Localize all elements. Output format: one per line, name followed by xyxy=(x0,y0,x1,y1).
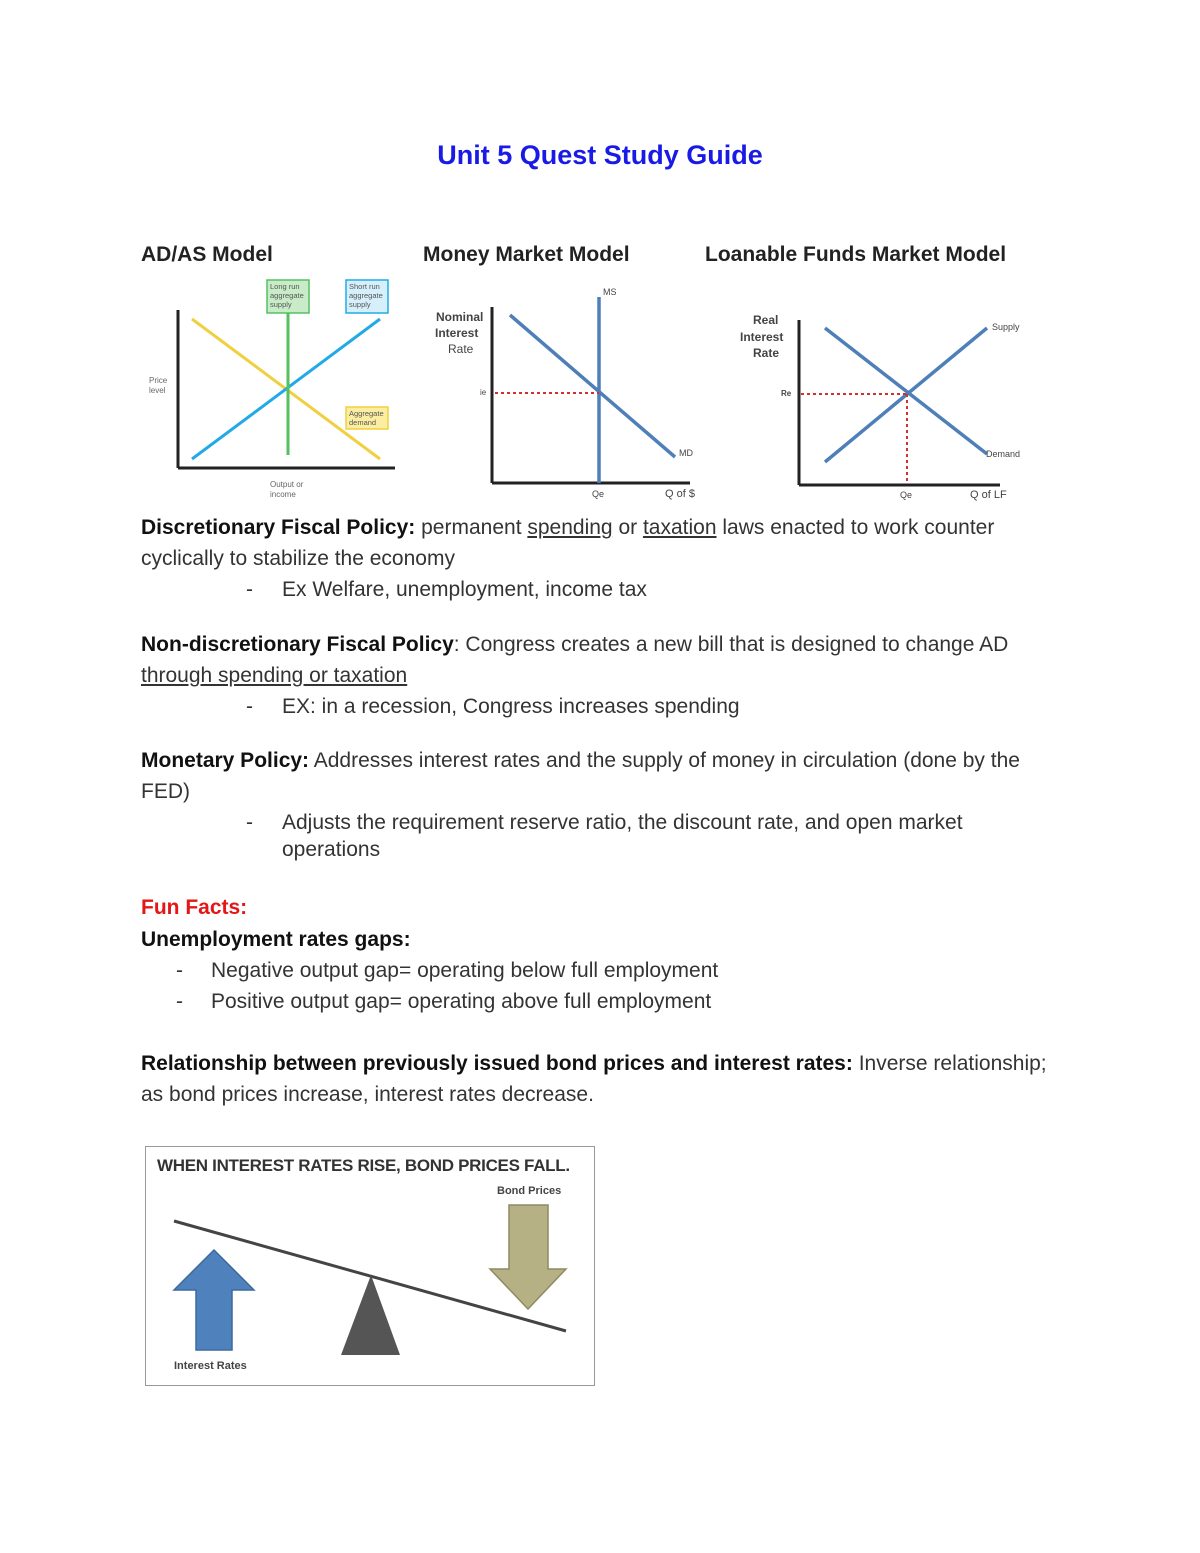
mm-ylabel-line-3: Rate xyxy=(448,342,474,356)
sras-label-line-1: Short run xyxy=(349,282,380,291)
discretionary-spending-underlined: spending xyxy=(527,516,613,539)
discretionary-taxation-underlined: taxation xyxy=(642,516,717,539)
md-curve xyxy=(510,315,675,457)
monetary-bullet-line-1: Adjusts the requirement reserve ratio, the discount rate, and open market xyxy=(282,811,963,834)
adas-ylabel-line-2: level xyxy=(149,386,166,395)
discretionary-text-2: or xyxy=(612,516,643,539)
lras-label-line-2: aggregate xyxy=(270,291,304,300)
adas-diagram xyxy=(140,275,405,505)
sras-label-line-3: supply xyxy=(349,300,371,309)
md-label: MD xyxy=(679,448,693,458)
fun-facts-heading: Fun Facts: xyxy=(141,896,248,919)
page-title: Unit 5 Quest Study Guide xyxy=(437,140,763,170)
ad-label-line-1: Aggregate xyxy=(349,409,384,418)
nondiscretionary-text-1: : Congress creates a new bill that is designed to change AD xyxy=(453,633,1009,656)
adas-heading: AD/AS Model xyxy=(141,243,273,266)
supply-label: Supply xyxy=(992,322,1020,332)
fulcrum-triangle xyxy=(341,1275,400,1355)
lras-label-box xyxy=(267,280,309,313)
bond-seesaw-illustration xyxy=(145,1146,595,1386)
bond-prices-label: Bond Prices xyxy=(497,1185,562,1197)
mm-ylabel-line-2: Interest xyxy=(435,326,479,340)
monetary-bullet-line-2: operations xyxy=(282,838,381,861)
discretionary-text-1: permanent xyxy=(415,516,528,539)
monetary-term: Monetary Policy: xyxy=(141,749,310,772)
up-arrow-icon xyxy=(174,1250,254,1350)
adas-xlabel-line-2: income xyxy=(270,490,296,499)
negative-gap-bullet: Negative output gap= operating below full employment xyxy=(211,959,719,982)
ie-label: ie xyxy=(480,388,487,397)
monetary-paragraph xyxy=(141,745,1071,807)
bonds-paragraph xyxy=(141,1048,1071,1110)
ad-label-box xyxy=(346,407,388,429)
nondiscretionary-bullet-dash: - xyxy=(246,695,253,718)
discretionary-bullet: Ex Welfare, unemployment, income tax xyxy=(282,578,647,601)
demand-label: Demand xyxy=(986,449,1021,459)
nondiscretionary-underlined: through spending or taxation xyxy=(141,664,408,687)
lf-qe-label: Qe xyxy=(900,490,913,500)
interest-rates-label: Interest Rates xyxy=(174,1360,247,1372)
bonds-term: Relationship between previously issued bond prices and interest rates: xyxy=(141,1052,853,1075)
ad-label-line-2: demand xyxy=(349,418,377,427)
lras-label-line-3: supply xyxy=(270,300,292,309)
lf-ylabel-line-1: Real xyxy=(753,313,779,327)
adas-ylabel-line-1: Price xyxy=(149,376,168,385)
unemployment-gaps-heading: Unemployment rates gaps: xyxy=(141,928,411,951)
positive-gap-bullet: Positive output gap= operating above full employment xyxy=(211,990,712,1013)
nondiscretionary-term: Non-discretionary Fiscal Policy xyxy=(141,633,454,656)
nondiscretionary-paragraph xyxy=(141,629,1071,691)
discretionary-bullet-dash: - xyxy=(246,578,253,601)
ms-label: MS xyxy=(603,287,617,297)
gap-bullet-dash-2: - xyxy=(176,990,183,1013)
loanable-funds-heading: Loanable Funds Market Model xyxy=(705,243,1007,266)
money-market-heading: Money Market Model xyxy=(423,243,630,266)
mm-ylabel-line-1: Nominal xyxy=(436,310,484,324)
nondiscretionary-bullet: EX: in a recession, Congress increases spending xyxy=(282,695,740,718)
seesaw-headline: WHEN INTEREST RATES RISE, BOND PRICES FALL. xyxy=(157,1156,570,1175)
loanable-funds-diagram xyxy=(735,300,1035,505)
sras-label-line-2: aggregate xyxy=(349,291,383,300)
discretionary-term: Discretionary Fiscal Policy: xyxy=(141,516,416,539)
seesaw-graphic xyxy=(146,1147,594,1385)
discretionary-paragraph xyxy=(141,512,1071,574)
lf-xlabel: Q of LF xyxy=(970,489,1007,501)
mm-xlabel: Q of $ xyxy=(665,488,695,500)
lf-ylabel-line-2: Interest xyxy=(740,330,784,344)
monetary-bullet-dash: - xyxy=(246,811,253,834)
monetary-text-1: Addresses interest rates and the supply of money in circulation (done by the FED) xyxy=(141,749,1020,803)
lras-label-line-1: Long run xyxy=(270,282,300,291)
sras-label-box xyxy=(346,280,388,313)
bonds-text: Inverse relationship; as bond prices increase, interest rates decrease. xyxy=(141,1052,1047,1106)
adas-xlabel-line-1: Output or xyxy=(270,480,304,489)
money-market-diagram xyxy=(425,280,715,505)
discretionary-text-3: laws enacted to work counter cyclically to stabilize the economy xyxy=(141,516,995,570)
down-arrow-icon xyxy=(490,1205,566,1309)
re-label: Re xyxy=(781,389,792,398)
mm-qe-label: Qe xyxy=(592,489,605,499)
gap-bullet-dash-1: - xyxy=(176,959,183,982)
lf-ylabel-line-3: Rate xyxy=(753,346,780,360)
